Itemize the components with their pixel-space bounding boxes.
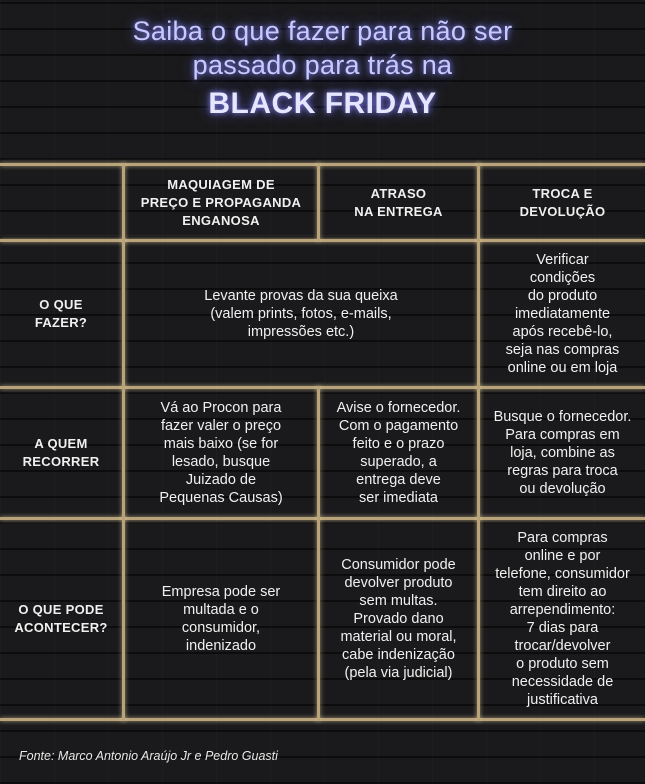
title-line-1: Saiba o que fazer para não ser [132, 16, 513, 46]
cell-o-que-fazer-troca: Verificar condições do produto imediatamente após recebê-lo, seja nas compras online ou em loja [505, 252, 620, 376]
cell-o-que-pode-acontecer-maquiagem: Empresa pode ser multada e o consumidor, indenizado [161, 584, 281, 654]
cell-o-que-pode-acontecer-atraso: Consumidor pode devolver produto sem multas. Provado dano material ou moral, cabe indenização (pela via judicial) [340, 557, 457, 681]
row-label-o-que-fazer: O QUE FAZER? [34, 297, 88, 330]
row-label-a-quem-recorrer: A QUEM RECORRER [22, 436, 100, 469]
column-header-troca: TROCA E DEVOLUÇÃO [519, 185, 606, 219]
column-header-maquiagem: MAQUIAGEM DE PREÇO E PROPAGANDA ENGANOSA [140, 176, 302, 228]
cell-a-quem-recorrer-atraso: Avise o fornecedor. Com o pagamento feito e o prazo superado, a entrega deve ser imediata [336, 400, 461, 506]
cell-o-que-fazer-merged: Levante provas da sua queixa (valem prints, fotos, e-mails, impressões etc.) [204, 288, 398, 340]
source-credit: Fonte: Marco Antonio Araújo Jr e Pedro Guasti [19, 749, 278, 763]
cell-o-que-pode-acontecer-troca: Para compras online e por telefone, consumidor tem direito ao arrependimento: 7 dias para trocar/devolver o produto sem necessidade de justificativa [495, 530, 630, 708]
grid-hline-bottom [0, 718, 645, 721]
cell-a-quem-recorrer-troca: Busque o fornecedor. Para compras em loja, combine as regras para troca ou devolução [493, 409, 632, 497]
row-label-o-que-pode-acontecer: O QUE PODE ACONTECER? [14, 602, 108, 635]
title-black-friday: BLACK FRIDAY [208, 87, 437, 120]
cell-a-quem-recorrer-maquiagem: Vá ao Procon para fazer valer o preço mais baixo (se for lesado, busque Juizado de Pequenas Causas) [159, 400, 283, 506]
column-header-atraso: ATRASO NA ENTREGA [354, 185, 443, 219]
title-line-2: passado para trás na [192, 50, 453, 80]
